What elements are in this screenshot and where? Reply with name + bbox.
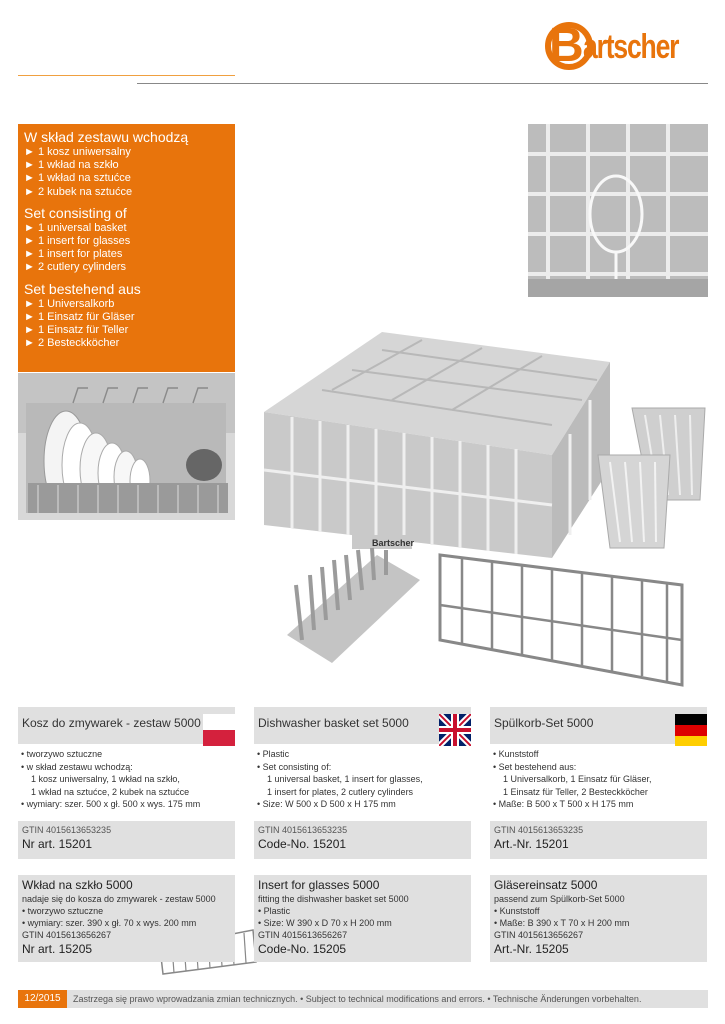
insert-subtitle: nadaje się do kosza do zmywarek - zestaw 5000 (22, 894, 216, 904)
product-title-bar (254, 707, 471, 744)
header-rule-orange (18, 75, 235, 76)
logo-initial: B (549, 19, 584, 72)
gtin: GTIN 4015613653235 (494, 825, 584, 835)
loaded-basket-photo (18, 373, 235, 520)
insert-gtin: GTIN 4015613656267 (258, 930, 348, 940)
uk-flag-icon (439, 714, 471, 746)
insert-spec-line: • tworzywo sztuczne (22, 906, 104, 916)
glass-insert-box-de (490, 875, 707, 962)
set-item: ► 1 wkład na sztućce (24, 172, 131, 185)
set-contents-pl (24, 129, 229, 199)
article-number: Code-No. 15201 (258, 837, 347, 851)
insert-article-number: Art.-Nr. 15205 (494, 942, 569, 956)
spec-line: • wymiary: szer. 500 x gł. 500 x wys. 175 mm (21, 799, 201, 809)
spec-line: 1 kosz uniwersalny, 1 wkład na szkło, (31, 774, 180, 784)
insert-spec-line: • Plastic (258, 906, 291, 916)
insert-spec-line: • Maße: B 390 x T 70 x H 200 mm (494, 918, 630, 928)
set-item: ► 1 wkład na szkło (24, 159, 119, 172)
gtin: GTIN 4015613653235 (258, 825, 348, 835)
plate-insert-image (282, 545, 422, 665)
set-contents-title: W skład zestawu wchodzą (24, 129, 189, 145)
insert-gtin: GTIN 4015613656267 (22, 930, 112, 940)
product-title-bar (18, 707, 235, 744)
product-code-box (18, 821, 235, 859)
spec-line: • tworzywo sztuczne (21, 749, 103, 759)
insert-spec-line: • Size: W 390 x D 70 x H 200 mm (258, 918, 392, 928)
product-specs (254, 744, 471, 822)
spec-line: • Set consisting of: (257, 761, 332, 772)
set-contents-title: Set bestehend aus (24, 280, 141, 297)
universal-basket-image (252, 330, 614, 560)
basket-stamp: Bartscher (372, 538, 415, 548)
set-item: ► 1 insert for glasses (24, 235, 131, 248)
insert-article-number: Code-No. 15205 (258, 942, 347, 956)
article-number: Nr art. 15201 (22, 837, 93, 851)
poland-flag-icon (203, 714, 235, 746)
spec-line: 1 Einsatz für Teller, 2 Besteckköcher (503, 786, 648, 797)
set-item: ► 1 kosz uniwersalny (24, 146, 131, 158)
set-contents-title: Set consisting of (24, 204, 127, 221)
spec-line: 1 wkład na sztućce, 2 kubek na sztućce (31, 786, 190, 797)
set-contents-en (24, 205, 229, 275)
set-item: ► 1 universal basket (24, 221, 127, 234)
product-title-bar (490, 707, 707, 744)
spec-line: 1 universal basket, 1 insert for glasses, (267, 774, 423, 784)
insert-title: Wkład na szkło 5000 (22, 878, 133, 892)
article-number: Art.-Nr. 15201 (494, 837, 569, 851)
insert-subtitle: passend zum Spülkorb-Set 5000 (494, 894, 625, 904)
insert-subtitle: fitting the dishwasher basket set 5000 (258, 894, 409, 904)
product-title: Kosz do zmywarek - zestaw 5000 (22, 716, 201, 730)
set-item: ► 2 Besteckköcher (24, 337, 120, 350)
set-item: ► 1 Einsatz für Gläser (24, 310, 135, 323)
spec-line: • w skład zestawu wchodzą: (21, 761, 133, 772)
footer-disclaimer: Zastrzega się prawo wprowadzania zmian technicznych. • Subject to technical modifications and errors. • Technische Änderungen vorbehalten. (73, 994, 642, 1004)
product-column-de (490, 707, 707, 851)
header-rule-grey (137, 83, 708, 84)
logo-wordmark: artscher (583, 28, 679, 66)
product-code-box (490, 821, 707, 859)
glass-insert-box-pl (18, 875, 235, 962)
insert-spec-line: • Kunststoff (494, 906, 540, 916)
spec-line: • Plastic (257, 749, 290, 759)
product-title: Spülkorb-Set 5000 (494, 716, 594, 730)
set-contents-de (24, 281, 229, 351)
spec-line: • Kunststoff (493, 749, 539, 759)
gtin: GTIN 4015613653235 (22, 825, 112, 835)
insert-gtin: GTIN 4015613656267 (494, 930, 584, 940)
set-item: ► 2 kubek na sztućce (24, 185, 133, 198)
insert-title: Gläsereinsatz 5000 (494, 878, 598, 892)
insert-spec-line: • wymiary: szer. 390 x gł. 70 x wys. 200 mm (22, 918, 197, 928)
product-specs (490, 744, 707, 822)
glass-insert-image (432, 545, 692, 690)
spec-line: 1 Universalkorb, 1 Einsatz für Gläser, (503, 774, 652, 784)
footer (18, 990, 708, 1008)
glass-insert-box-en (254, 875, 471, 962)
brand-logo (545, 19, 713, 78)
product-specs (18, 744, 235, 822)
cutlery-cylinders-image (590, 400, 710, 550)
set-contents-panel (18, 124, 235, 372)
spec-line: • Set bestehend aus: (493, 761, 577, 772)
insert-title: Insert for glasses 5000 (258, 878, 380, 892)
spec-line: 1 insert for plates, 2 cutlery cylinders (267, 786, 414, 797)
product-column-en (254, 707, 471, 851)
spec-line: • Maße: B 500 x T 500 x H 175 mm (493, 799, 634, 809)
spec-line: • Size: W 500 x D 500 x H 175 mm (257, 799, 396, 809)
set-item: ► 1 insert for plates (24, 248, 123, 261)
set-item: ► 1 Einsatz für Teller (24, 324, 129, 337)
glass-detail-photo (528, 124, 708, 297)
product-column-pl (18, 707, 235, 851)
set-item: ► 1 Universalkorb (24, 297, 115, 310)
insert-article-number: Nr art. 15205 (22, 942, 93, 956)
product-title: Dishwasher basket set 5000 (258, 716, 409, 730)
product-code-box (254, 821, 471, 859)
germany-flag-icon (675, 714, 707, 746)
set-item: ► 2 cutlery cylinders (24, 261, 126, 274)
footer-date: 12/2015 (18, 990, 67, 1008)
